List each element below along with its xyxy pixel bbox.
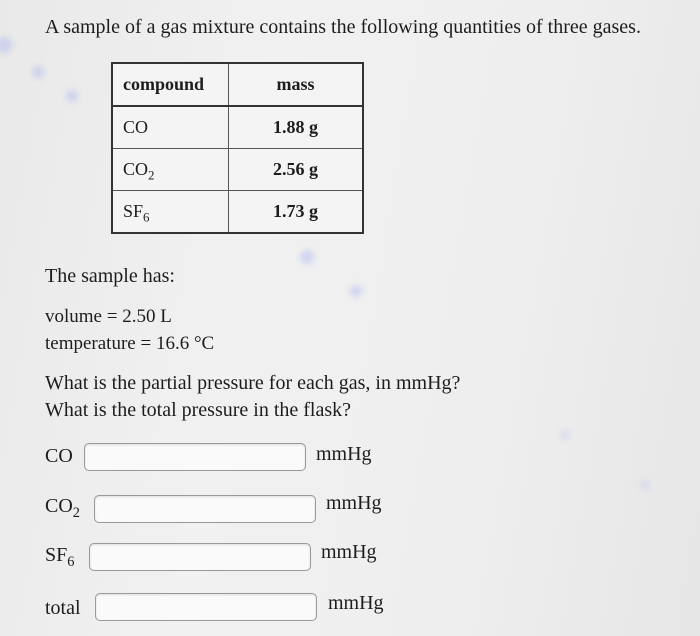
unit-label-total: mmHg (328, 592, 384, 614)
answer-label-formula: CO (45, 495, 73, 517)
table-header-row (112, 63, 363, 106)
answer-label-subscript: 2 (72, 505, 80, 522)
answer-label-formula: CO (45, 445, 73, 467)
mass-cell: 1.73 g (229, 191, 364, 234)
glare-spot (350, 285, 362, 297)
table-row (112, 149, 363, 191)
compound-formula: CO (123, 159, 149, 179)
glare-spot (66, 90, 78, 102)
compound-formula: SF (123, 201, 144, 221)
volume-line: volume = 2.50 L (45, 306, 172, 327)
glare-spot (32, 66, 44, 78)
unit-label-sf6: mmHg (321, 541, 377, 563)
gas-quantities-table (111, 62, 364, 234)
partial-pressure-prompt: What is the partial pressure for each gas, in mmHg? (45, 372, 461, 394)
mass-cell: 2.56 g (229, 149, 364, 191)
total-pressure-prompt: What is the total pressure in the flask? (45, 399, 352, 421)
compound-formula: CO (123, 117, 149, 137)
compound-subscript: 6 (143, 209, 150, 225)
answer-label-co2 (45, 495, 80, 522)
column-header-compound: compound (112, 63, 229, 106)
glare-spot (0, 37, 12, 53)
compound-cell (112, 106, 229, 149)
compound-subscript: 2 (148, 167, 155, 183)
glare-spot (640, 480, 650, 490)
answer-label-subscript: 6 (67, 554, 75, 571)
answer-label-sf6 (45, 544, 75, 571)
unit-label-co2: mmHg (326, 492, 382, 514)
table-row (112, 106, 363, 149)
question-text: A sample of a gas mixture contains the following quantities of three gases. (45, 16, 641, 38)
mass-cell: 1.88 g (229, 106, 364, 149)
temperature-line: temperature = 16.6 °C (45, 333, 215, 354)
co-pressure-input[interactable] (84, 443, 306, 471)
compound-cell (112, 191, 229, 234)
compound-cell (112, 149, 229, 191)
answer-label-total: total (45, 597, 81, 619)
column-header-mass: mass (229, 63, 364, 106)
sf6-pressure-input[interactable] (89, 543, 311, 571)
answer-label-formula: SF (45, 544, 68, 566)
answer-label-co (45, 445, 73, 468)
glare-spot (300, 250, 314, 264)
glare-spot (560, 430, 570, 440)
co2-pressure-input[interactable] (94, 495, 316, 523)
table-row (112, 191, 363, 234)
total-pressure-input[interactable] (95, 593, 317, 621)
sample-intro: The sample has: (45, 265, 175, 287)
unit-label-co: mmHg (316, 443, 372, 465)
